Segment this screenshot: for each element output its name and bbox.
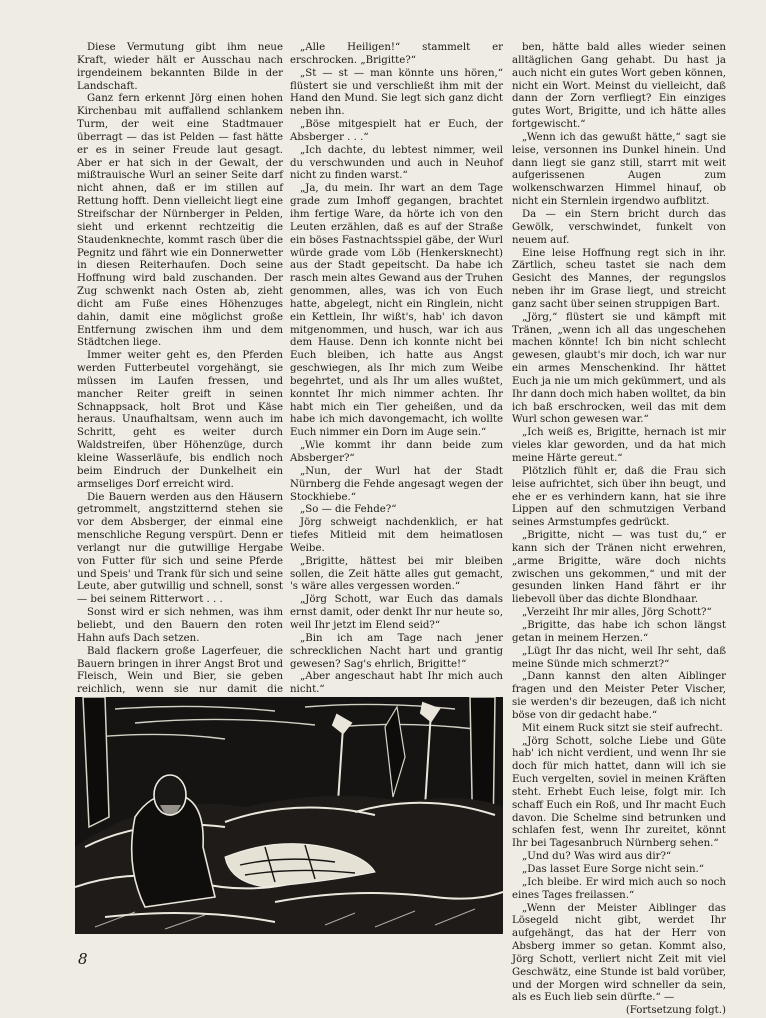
paragraph: ben, hätte bald alles wieder seinen alltäglichen Gang gehabt. Du hast ja auch nicht ein gutes Wort geben können, nicht ein Wort. Meinst du vielleicht, daß dann der Zorn verfliegt? Ein einziges gutes Wort, Brigitte, und ich hätte alles fortgewischt.“ — [512, 42, 726, 131]
paragraph: „Jörg Schott, war Euch das damals ernst damit, oder denkt Ihr nur heute so, weil Ihr jetzt im Elend seid?“ — [290, 594, 503, 631]
paragraph: „Brigitte, das habe ich schon längst getan in meinem Herzen.“ — [512, 619, 726, 644]
paragraph: „Brigitte, nicht — was tust du,“ er kann sich der Tränen nicht erwehren, „arme Brigitte, wäre doch nichts zwischen uns gekommen,“ und mit der gesunden linken Hand fährt er ihr liebevoll über das dichte Blondhaar. — [512, 530, 726, 606]
paragraph: „St — st — man könnte uns hören,“ flüstert sie und verschließt ihm mit der Hand den Mund. Sie legt sich ganz dicht neben ihn. — [290, 67, 503, 118]
paragraph: „Jörg,“ flüstert sie und kämpft mit Tränen, „wenn ich all das ungeschehen machen könnte! Ich bin nicht schlecht gewesen, glaubt's mir doch, ich war nur ein armes Menschenkind. Ihr hättet Euch ja nie um mich gekümmert, und als Ihr dann doch mich haben wolltet, da bin ich baß erschrocken, weil das mit dem Wurl schon gewesen war.“ — [512, 311, 726, 426]
paragraph: Mit einem Ruck sitzt sie steif aufrecht. — [522, 722, 723, 734]
page-number: 8 — [78, 950, 88, 968]
woodcut-illustration — [75, 697, 503, 934]
paragraph: Eine leise Hoffnung regt sich in ihr. Zärtlich, scheu tastet sie nach dem Gesicht des Mannes, der regungslos neben ihr im Grase liegt, und streicht ganz sacht über seinen struppigen Bart. — [512, 247, 726, 310]
paragraph: „Ja, du mein. Ihr wart an dem Tage grade zum Imhoff gegangen, brachtet ihm fertige Ware, da hörte ich von den Leuten erzählen, daß es auf der Straße ein böses Fastnachtsspiel gäbe, der Wurl würde grade vom Löb (Henkersknecht) aus der Stadt gepeitscht. Da habe ich rasch mein altes Gewand aus der Truhen genommen, alles, was ich von Euch hatte, abgelegt, nicht ein Ringlein, nicht ein Kettlein, Ihr wißt's, hab' ich davon mitgenommen, und husch, war ich aus dem Hause. Denn ich konnte nicht bei Euch bleiben, ich hatte aus Angst geschwiegen, als Ihr mich zum Weibe begehrtet, und als Ihr um alles wußtet, konntet Ihr mich nimmer achten. Ihr habt mich ein Tier geheißen, und da habe ich mich davongemacht, ich wollte Euch nimmer ein Dorn im Auge sein.“ — [290, 183, 503, 439]
paragraph: „So — die Fehde?“ — [300, 504, 397, 516]
text-column-3 — [512, 42, 726, 1018]
paragraph: „Wenn ich das gewußt hätte,“ sagt sie leise, versonnen ins Dunkel hinein. Und dann liegt sie ganz still, starrt mit weit aufgerissenen Augen zum wolkenschwarzen Himmel hinauf, ob nicht ein Sternlein irgendwo aufblitzt. — [512, 131, 726, 208]
paragraph: „Dann kannst den alten Aiblinger fragen und den Meister Peter Vischer, sie werden's dir bezeugen, daß ich nicht böse von dir gedacht habe.“ — [512, 671, 726, 721]
paragraph: „Alle Heiligen!“ stammelt er erschrocken. „Brigitte?“ — [290, 42, 503, 66]
paragraph: Da — ein Stern bricht durch das Gewölk, verschwindet, funkelt von neuem auf. — [512, 208, 726, 246]
paragraph: Bald flackern große Lagerfeuer, die Bauern bringen in ihrer Angst Brot und Fleisch, Wein und Bier, sie geben reichlich, wenn sie nur damit die — [77, 645, 283, 696]
paragraph: Plötzlich fühlt er, daß die Frau sich leise aufrichtet, sich über ihn beugt, und ehe er es verhindern kann, hat sie ihre Lippen auf den schmutzigen Verband seines Armstumpfes gedrückt. — [512, 465, 726, 529]
paragraph: „Brigitte, hättest bei mir bleiben sollen, die Zeit hätte alles gut gemacht, 's wäre alles vergessen worden.“ — [290, 555, 503, 593]
paragraph: „Nun, der Wurl hat der Stadt Nürnberg die Fehde angesagt wegen der Stockhiebe.“ — [290, 465, 503, 503]
text-column-2 — [290, 42, 503, 736]
paragraph: „Wie kommt ihr dann beide zum Absberger?“ — [290, 440, 503, 464]
paragraph: „Aber angeschaut habt Ihr mich auch nicht.“ — [290, 671, 503, 696]
paragraph: Sonst wird er sich nehmen, was ihm beliebt, und den Bauern den roten Hahn aufs Dach setzen. — [77, 607, 283, 644]
paragraph: „Und du? Was wird aus dir?“ — [522, 851, 672, 863]
paragraph: „Verzeiht Ihr mir alles, Jörg Schott?“ — [522, 607, 712, 619]
paragraph: „Bin ich am Tage nach jener schrecklichen Nacht hart und grantig gewesen? Sag's ehrlich, Brigitte!“ — [290, 632, 503, 670]
paragraph: Ganz fern erkennt Jörg einen hohen Kirchenbau mit auffallend schlankem Turm, der weit eine Stadtmauer überragt — das ist Pelden — fast hätte er es in seiner Freude laut gesagt. Aber er hat sich in der Gewalt, der mißtrauische Wurl an seiner Seite darf nicht ahnen, daß er im stillen auf Rettung hofft. Denn vielleicht liegt eine Streifschar der Nürnberger in Pelden, sieht und erkennt rechtzeitig die Staudenknechte, kommt rasch über die Pegnitz und fährt wie ein Donnerwetter in diesen Reiterhaufen. Doch seine Hoffnung wird bald zuschanden. Der Zug schwenkt nach Osten ab, zieht dicht am Fuße eines Höhenzuges dahin, damit eine möglichst große Entfernung zwischen ihm und dem Städtchen liege. — [77, 93, 283, 349]
paragraph: „Wenn der Meister Aiblinger das Lösegeld nicht gibt, werdet Ihr aufgehängt, das hat der Herr von Absberg immer so getan. Kommt also, Jörg Schott, verliert nicht Zeit mit viel Geschwätz, eine Stunde ist bald vorüber, und der Morgen wird schneller da sein, als es Euch lieb sein dürfte.“ — — [512, 902, 726, 1004]
paragraph: „Lügt Ihr das nicht, weil Ihr seht, daß meine Sünde mich schmerzt?“ — [512, 645, 726, 670]
paragraph: „Jörg Schott, solche Liebe und Güte hab' ich nicht verdient, und wenn Ihr sie doch für mich hattet, dann will ich sie Euch vergelten, soviel in meinen Kräften steht. Erhebt Euch leise, folgt mir. Ich schaff Euch ein Roß, und Ihr macht Euch davon. Die Schelme sind betrunken und schlafen fest, wenn Ihr zureitet, könnt Ihr bei Tagesanbruch Nürnberg sehen.“ — [512, 735, 726, 850]
paragraph: „Ich dachte, du lebtest nimmer, weil du verschwunden und auch in Neuhof nicht zu finden warst.“ — [290, 144, 503, 182]
paragraph: Immer weiter geht es, den Pferden werden Futterbeutel vorgehängt, sie müssen im Laufen fressen, und mancher Reiter greift in seinen Schnappsack, holt Brot und Käse heraus. Unaufhaltsam, wenn auch im Schritt, geht es weiter durch Waldstreifen, über Höhenzüge, durch kleine Wasserläufe, bis endlich noch beim Eindruch der Dunkelheit ein armseliges Dorf erreicht wird. — [77, 350, 283, 490]
paragraph: Die Bauern werden aus den Häusern getrommelt, angstzitternd stehen sie vor dem Absberger, der einmal eine menschliche Regung verspürt. Denn er verlangt nur die gutwillige Hergabe von Futter für sich und seine Pferde und Speis' und Trank für sich und seine Leute, aber gutwillig und schnell, sonst — bei seinem Ritterwort . . . — [77, 491, 283, 606]
paragraph: „Ich bleibe. Er wird mich auch so noch eines Tages freilassen.“ — [512, 876, 726, 901]
paragraph: „Ich weiß es, Brigitte, hernach ist mir vieles klar geworden, und da hat mich meine Härte gereut.“ — [512, 427, 726, 464]
paragraph: „Das lasset Eure Sorge nicht sein.“ — [522, 864, 704, 875]
paragraph: „Böse mitgespielt hat er Euch, der Absberger . . .“ — [290, 119, 503, 143]
continuation-note: (Fortsetzung folgt.) — [625, 1005, 726, 1017]
paragraph: Diese Vermutung gibt ihm neue Kraft, wieder hält er Ausschau nach irgendeinem bekannten Bilde in der Landschaft. — [77, 42, 283, 92]
paragraph: Jörg schweigt nachdenklich, er hat tiefes Mitleid mit dem heimatlosen Weibe. — [290, 517, 503, 554]
